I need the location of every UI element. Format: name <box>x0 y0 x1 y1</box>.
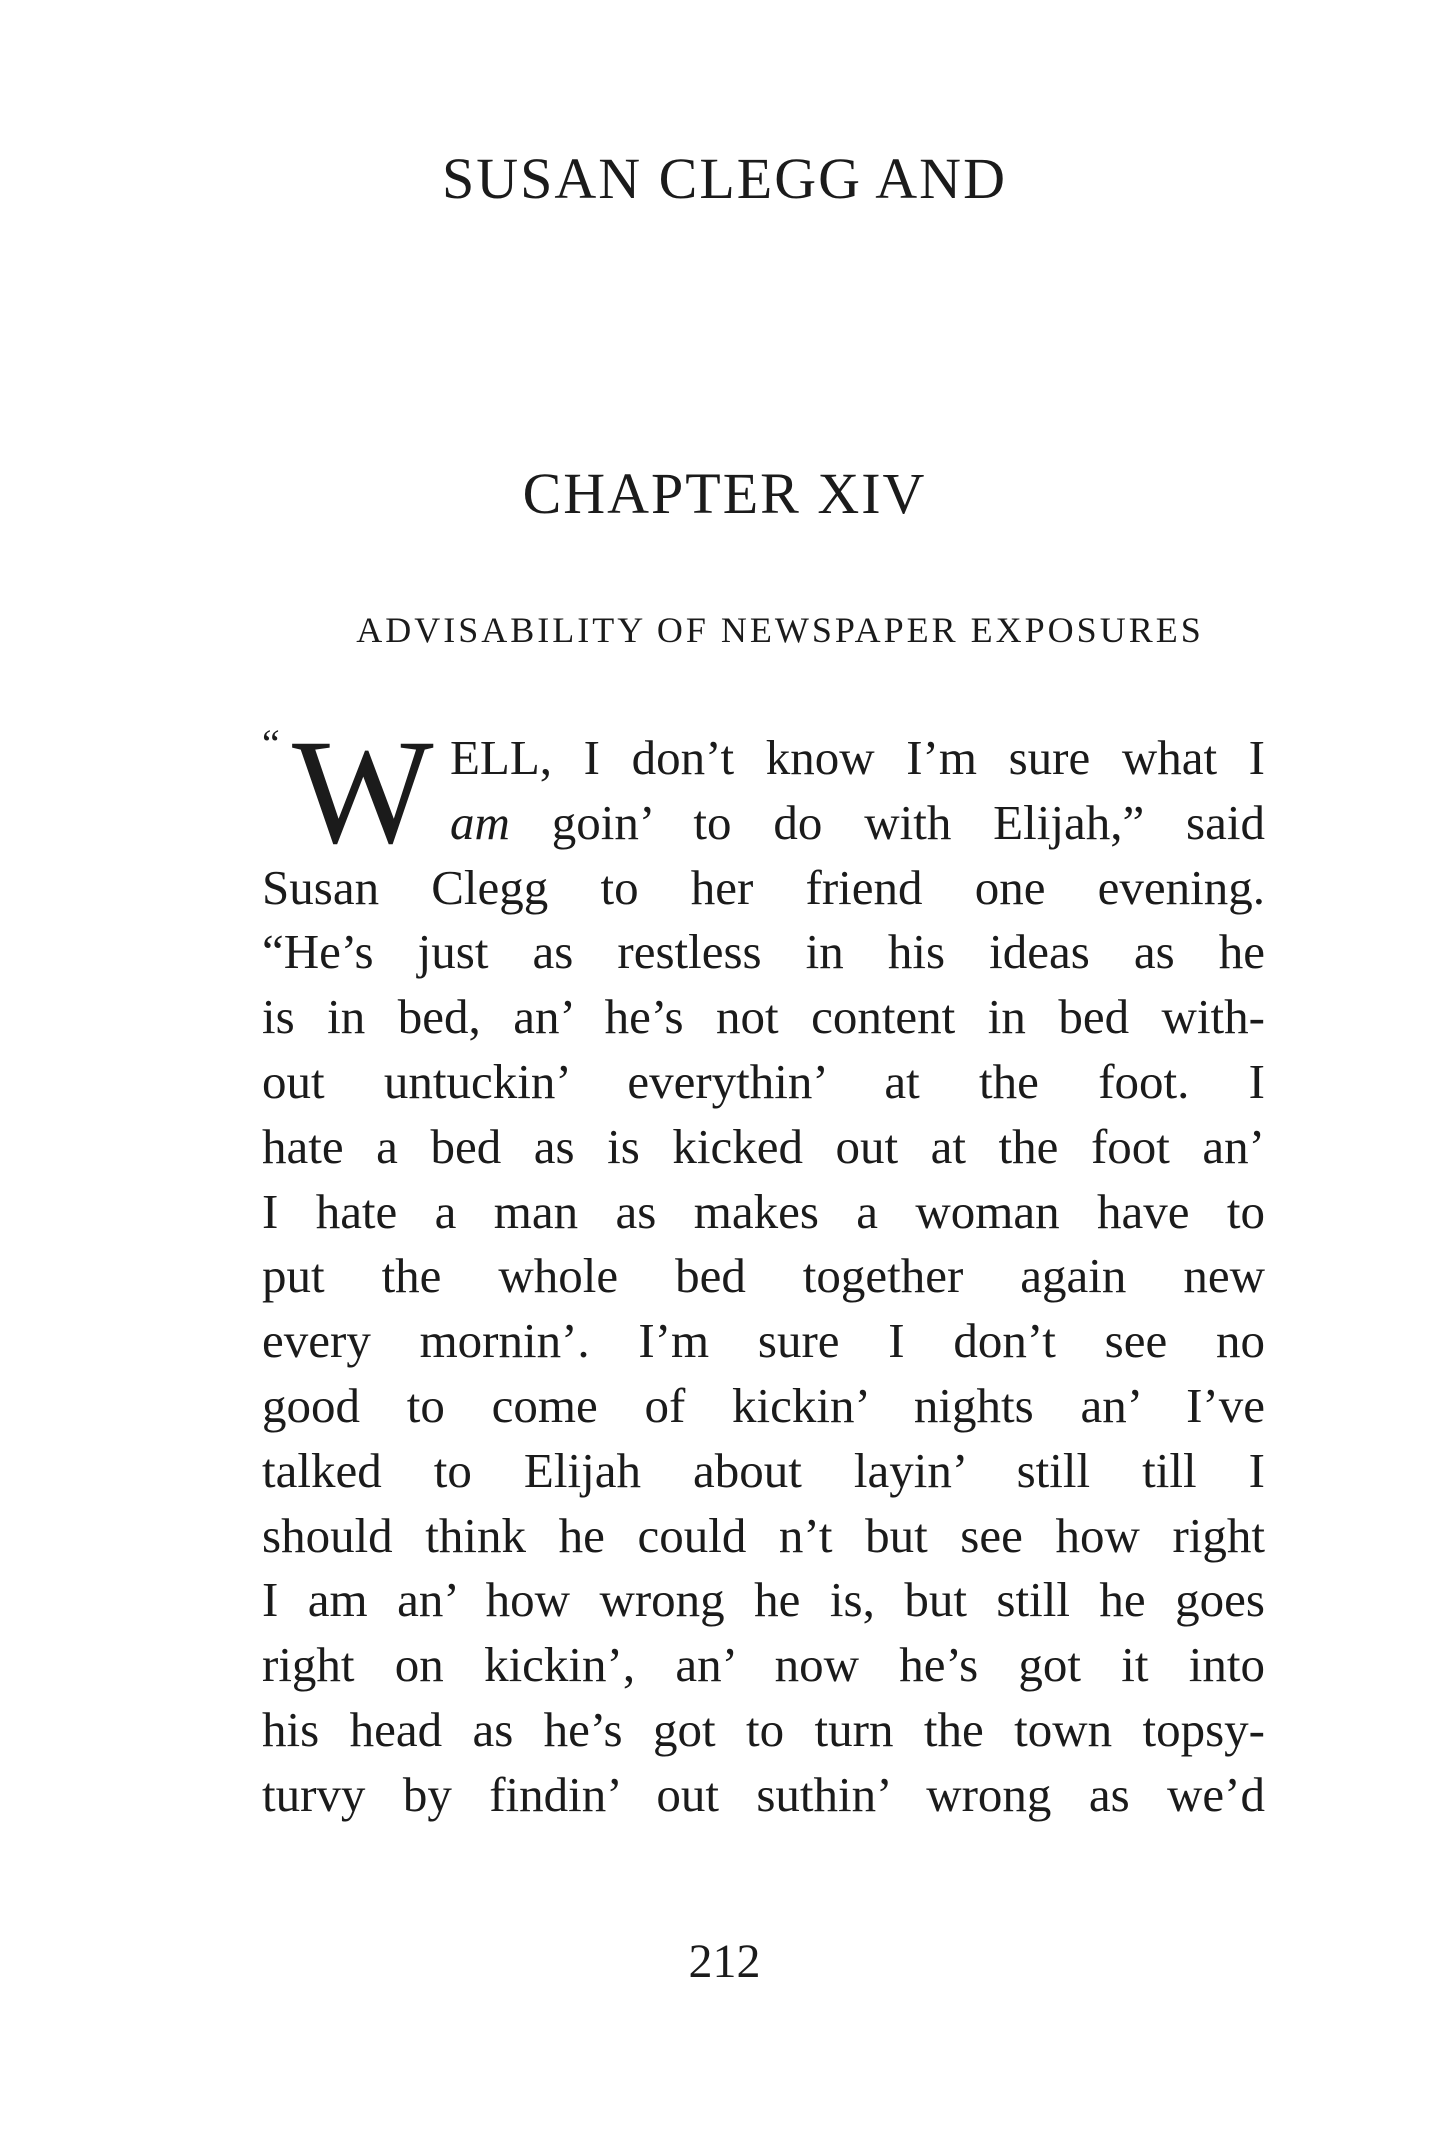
text-line: right on kickin’, an’ now he’s got it into <box>262 1637 1265 1693</box>
running-head: SUSAN CLEGG AND <box>442 146 1007 211</box>
text-line: every mornin’. I’m sure I don’t see no <box>262 1313 1265 1369</box>
text-line: talked to Elijah about layin’ still till I <box>262 1442 1265 1498</box>
chapter-title: CHAPTER XIV <box>522 461 927 526</box>
italic-word: am <box>450 794 510 850</box>
text-line: hate a bed as is kicked out at the foot an’ <box>262 1118 1265 1174</box>
page-number: 212 <box>688 1935 761 1988</box>
chapter-subtitle: ADVISABILITY OF NEWSPAPER EXPOSURES <box>356 610 1204 650</box>
body-text <box>262 709 1265 1828</box>
text-line: turvy by findin’ out suthin’ wrong as we’d <box>262 1766 1265 1822</box>
text-line: out untuckin’ everythin’ at the foot. I <box>262 1053 1265 1109</box>
text-line: good to come of kickin’ nights an’ I’ve <box>262 1377 1265 1433</box>
drop-cap: W <box>292 709 434 875</box>
text-line: his head as he’s got to turn the town topsy- <box>262 1701 1265 1757</box>
text-line: “He’s just as restless in his ideas as he <box>262 924 1265 980</box>
second-line-text: goin’ to do with Elijah,” said <box>509 794 1265 850</box>
text-line: put the whole bed together again new <box>262 1248 1265 1304</box>
text-line: should think he could n’t but see how right <box>262 1507 1265 1563</box>
open-quote: “ <box>262 721 280 766</box>
text-line: I hate a man as makes a woman have to <box>262 1183 1265 1239</box>
first-line-text: ELL, I don’t know I’m sure what I <box>450 730 1265 785</box>
text-line: is in bed, an’ he’s not content in bed with- <box>262 989 1265 1045</box>
text-line: I am an’ how wrong he is, but still he goes <box>262 1572 1265 1628</box>
text-line: Susan Clegg to her friend one evening. <box>262 859 1265 915</box>
